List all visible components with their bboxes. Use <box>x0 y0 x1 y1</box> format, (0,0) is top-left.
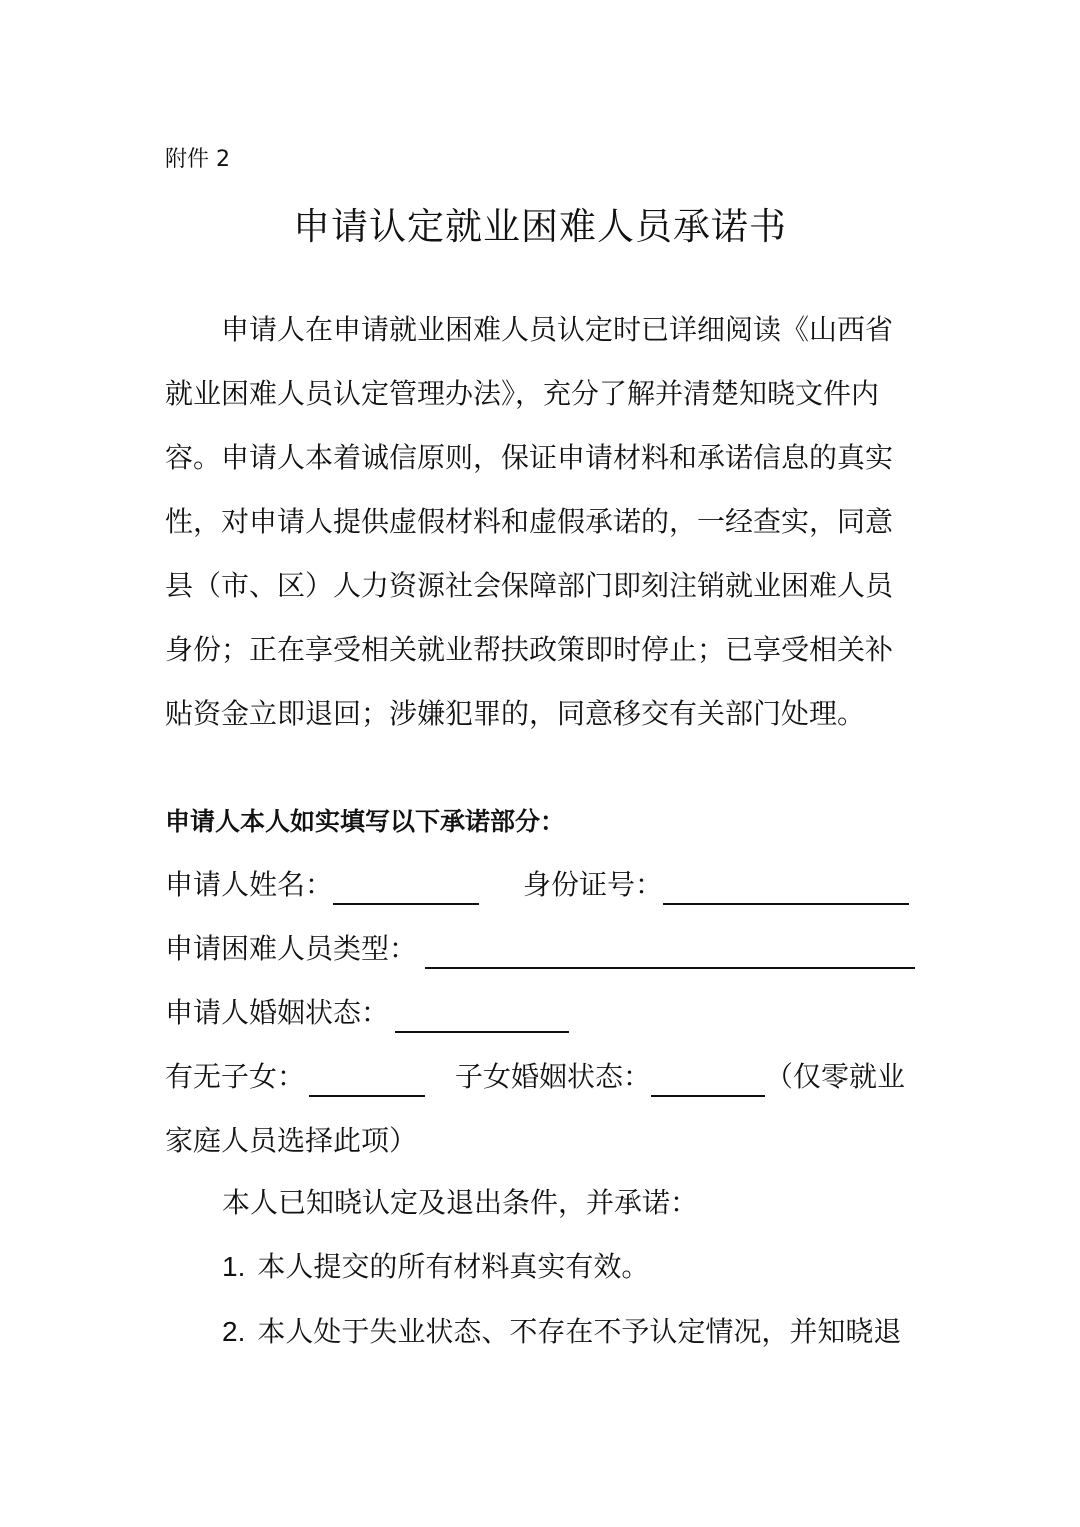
pledge-item <box>222 1300 922 1364</box>
pledge-intro: 本人已知晓认定及退出条件，并承诺： <box>222 1186 699 1219</box>
name-label: 申请人姓名： <box>165 868 334 901</box>
intro-line: 身份；正在享受相关就业帮扶政策即时停止；已享受相关补 <box>165 633 894 666</box>
marital-label: 申请人婚姻状态： <box>165 996 390 1029</box>
intro-line: 容。申请人本着诚信原则，保证申请材料和承诺信息的真实 <box>165 441 894 474</box>
children-marital-label: 子女婚姻状态： <box>455 1060 652 1093</box>
marital-status-field[interactable] <box>395 991 569 1033</box>
form-row-type <box>165 917 917 981</box>
intro-line: 贴资金立即退回；涉嫌犯罪的，同意移交有关部门处理。 <box>165 697 866 730</box>
id-label: 身份证号： <box>523 868 664 901</box>
children-label: 有无子女： <box>165 1060 306 1093</box>
pledge-item <box>222 1235 922 1299</box>
pledge-number: 1. <box>222 1251 246 1282</box>
pledge-text: 本人提交的所有材料真实有效。 <box>257 1250 650 1283</box>
children-note: （仅零就业 <box>765 1060 906 1093</box>
children-note-continued: 家庭人员选择此项） <box>165 1124 418 1157</box>
pledge-number: 2. <box>222 1316 246 1347</box>
section-heading: 申请人本人如实填写以下承诺部分： <box>165 807 566 836</box>
name-field[interactable] <box>333 863 479 905</box>
intro-line: 性，对申请人提供虚假材料和虚假承诺的，一经查实，同意 <box>165 505 894 538</box>
annex-label: 附件 2 <box>165 147 230 172</box>
intro-line: 就业困难人员认定管理办法》，充分了解并清楚知晓文件内 <box>165 377 880 410</box>
form-row-name-id <box>165 853 917 917</box>
id-number-field[interactable] <box>663 863 909 905</box>
pledge-text: 本人处于失业状态、不存在不予认定情况，并知晓退 <box>257 1315 902 1348</box>
intro-line: 申请人在申请就业困难人员认定时已详细阅读《山西省 <box>221 313 894 346</box>
children-marital-field[interactable] <box>651 1055 765 1097</box>
type-label: 申请困难人员类型： <box>165 932 418 965</box>
form-row-children <box>165 1045 917 1109</box>
form-row-marital <box>165 981 917 1045</box>
document-title: 申请认定就业困难人员承诺书 <box>293 205 787 248</box>
applicant-type-field[interactable] <box>425 927 915 969</box>
children-field[interactable] <box>309 1055 425 1097</box>
intro-line: 县（市、区）人力资源社会保障部门即刻注销就业困难人员 <box>165 569 894 602</box>
